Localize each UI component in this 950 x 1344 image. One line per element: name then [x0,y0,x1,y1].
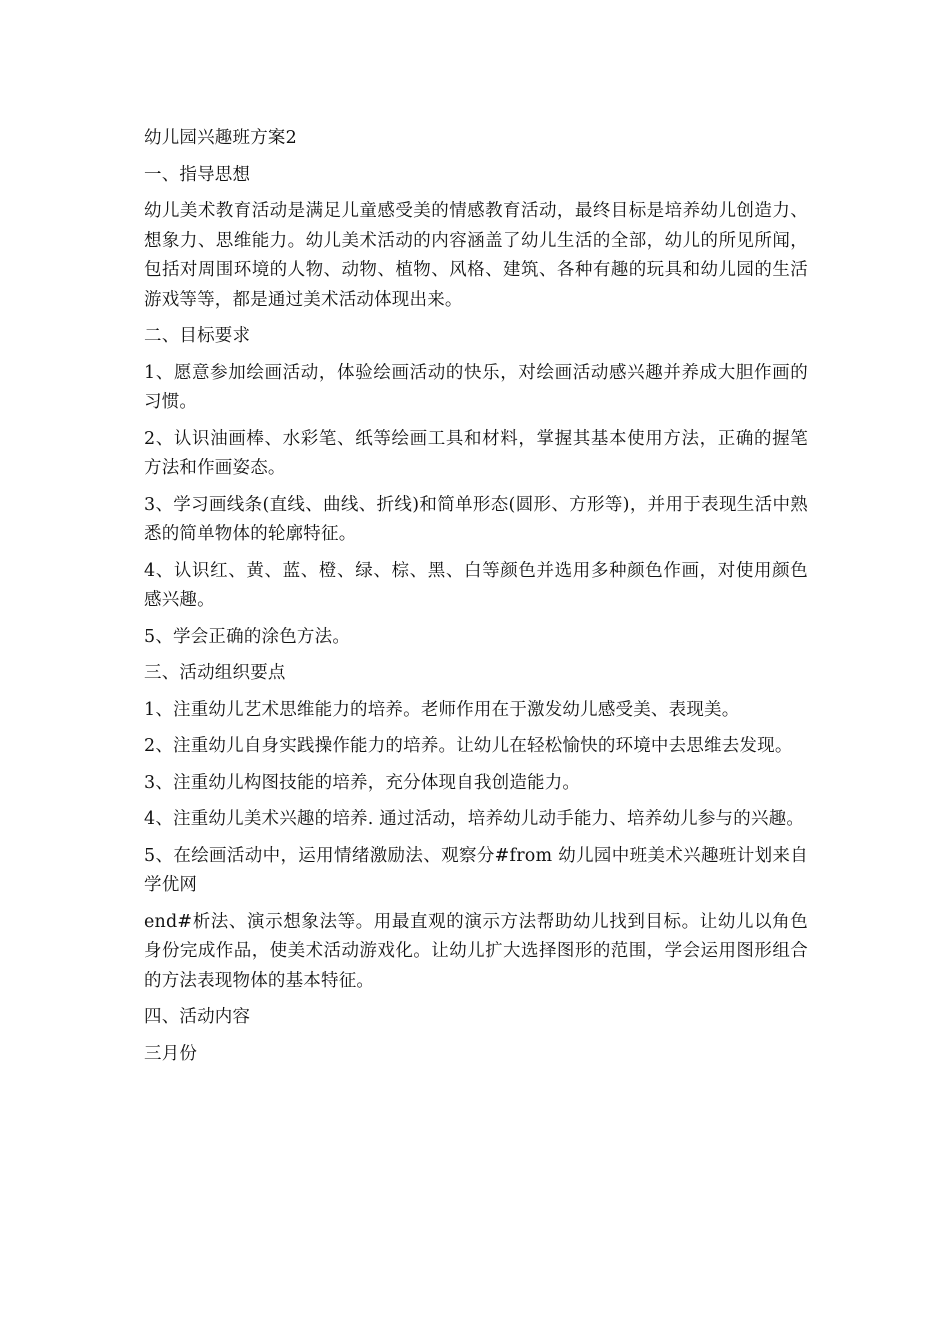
month-heading-march: 三月份 [144,1043,198,1064]
section-heading-guiding-ideas: 一、指导思想 [144,164,251,185]
organization-item-2: 2、注重幼儿自身实践操作能力的培养。让幼儿在轻松愉快的环境中去思维去发现。 [144,736,793,756]
goal-item-3: 3、学习画线条(直线、曲线、折线)和简单形态(圆形、方形等)，并用于表现生活中熟悉的简单物体的轮廓特征。 [144,494,808,544]
section-heading-organization: 三、活动组织要点 [144,663,286,683]
organization-item-5-continued: end#析法、演示想象法等。用最直观的演示方法帮助幼儿找到目标。让幼儿以角色身份完成作品，使美术活动游戏化。让幼儿扩大选择图形的范围，学会运用图形组合的方法表现物体的基本特征。 [144,911,808,991]
organization-item-5: 5、在绘画活动中，运用情绪激励法、观察分#from 幼儿园中班美术兴趣班计划来自学优网 [144,845,808,895]
goal-item-2: 2、认识油画棒、水彩笔、纸等绘画工具和材料，掌握其基本使用方法，正确的握笔方法和作画姿态。 [144,428,808,478]
paragraph-guiding-ideas: 幼儿美术教育活动是满足儿童感受美的情感教育活动，最终目标是培养幼儿创造力、想象力、思维能力。幼儿美术活动的内容涵盖了幼儿生活的全部，幼儿的所见所闻，包括对周围环境的人物、动物、植物、风格、建筑、各种有趣的玩具和幼儿园的生活游戏等等，都是通过美术活动体现出来。 [144,201,808,310]
goal-item-5: 5、学会正确的涂色方法。 [144,626,351,647]
goal-item-4: 4、认识红、黄、蓝、橙、绿、棕、黑、白等颜色并选用多种颜色作画，对使用颜色感兴趣。 [144,560,808,610]
section-heading-goals: 二、目标要求 [144,326,251,346]
organization-item-3: 3、注重幼儿构图技能的培养，充分体现自我创造能力。 [144,772,581,793]
section-heading-activity-content: 四、活动内容 [144,1007,251,1027]
organization-item-1: 1、注重幼儿艺术思维能力的培养。老师作用在于激发幼儿感受美、表现美。 [144,699,740,720]
goal-item-1: 1、愿意参加绘画活动，体验绘画活动的快乐，对绘画活动感兴趣并养成大胆作画的习惯。 [144,362,808,412]
document-title: 幼儿园兴趣班方案2 [144,128,297,148]
organization-item-4: 4、注重幼儿美术兴趣的培养. 通过活动，培养幼儿动手能力、培养幼儿参与的兴趣。 [144,809,805,829]
document-page [144,124,808,1076]
